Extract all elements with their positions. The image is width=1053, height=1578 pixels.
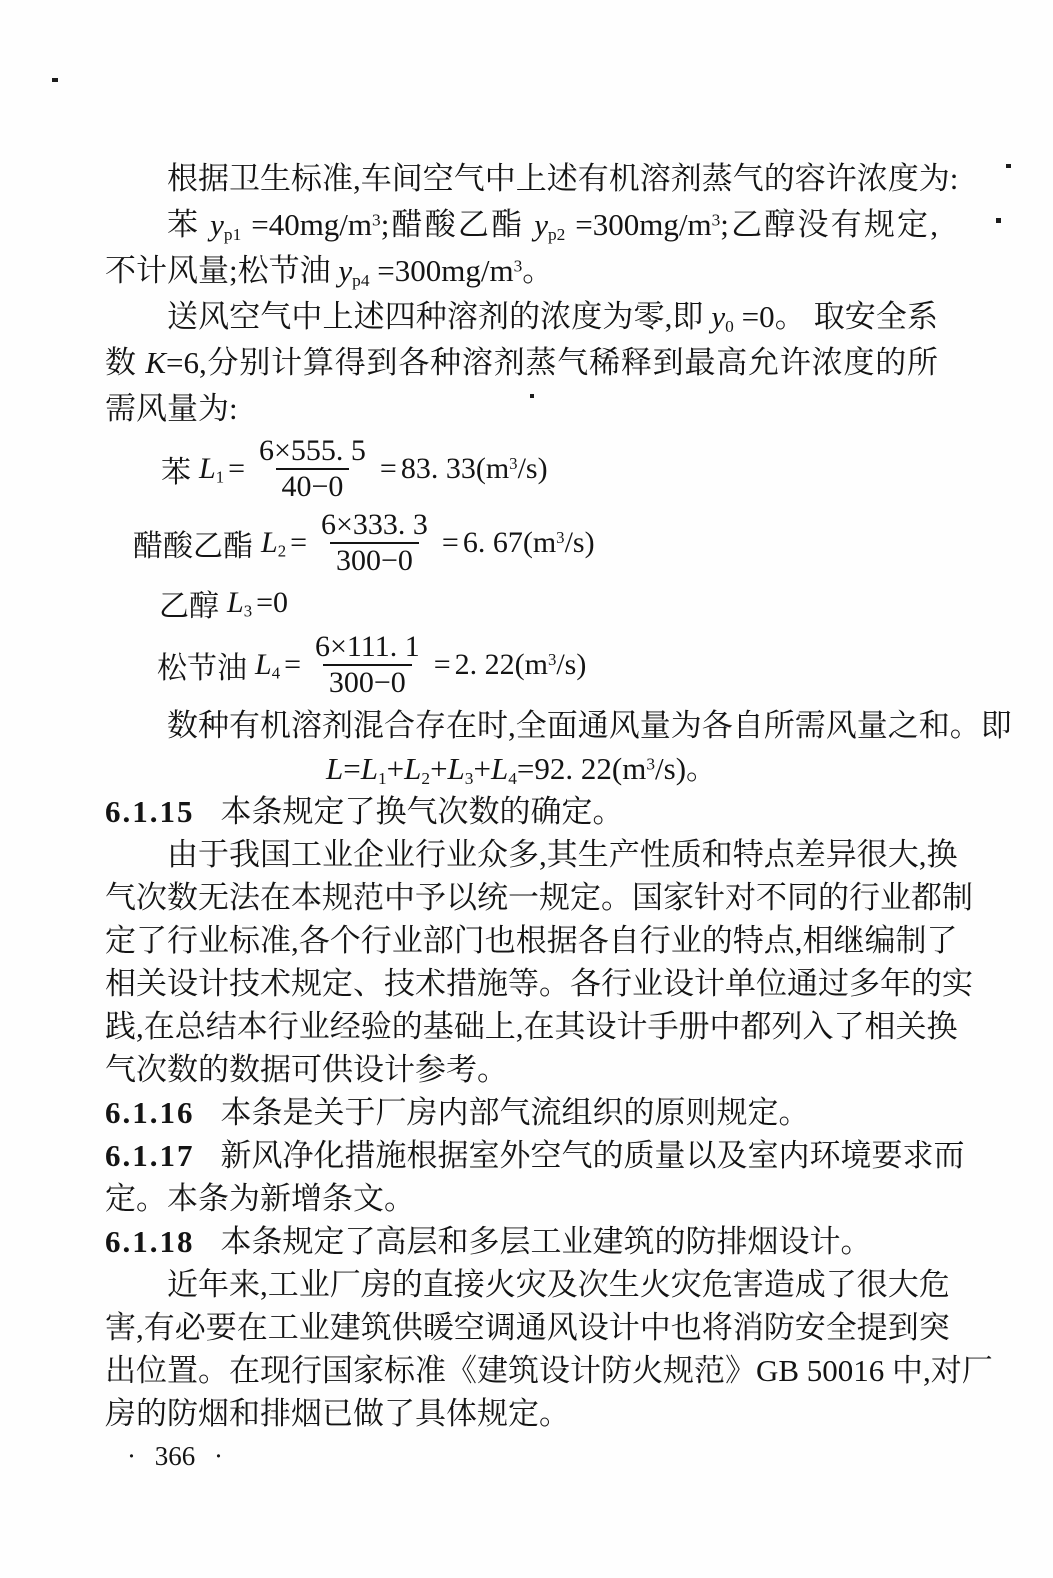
paragraph-line-solvent-limits — [105, 202, 938, 248]
paragraph-line: 相关设计技术规定、技术措施等。各行业设计单位通过多年的实 — [105, 966, 973, 1001]
superscript: 3 — [547, 649, 557, 669]
paragraph-line: 定。本条为新增条文。 — [105, 1181, 415, 1216]
clause-number: 6.1.18 — [105, 1224, 195, 1259]
scan-speck — [1006, 164, 1011, 168]
paragraph-line: 近年来,工业厂房的直接火灾及次生火灾危害造成了很大危 — [167, 1267, 950, 1302]
equals-result: =92. 22(m — [516, 751, 647, 786]
plus-sign: + — [386, 751, 405, 786]
subscript: p2 — [547, 224, 566, 244]
variable-L: L — [447, 751, 465, 786]
variable-L: L — [255, 648, 272, 681]
subscript: 1 — [377, 768, 387, 788]
formula-variable — [227, 586, 252, 620]
text-run: =40mg/m — [241, 207, 373, 242]
formula-label: 苯 — [161, 456, 191, 489]
formula-turpentine — [157, 626, 938, 704]
formula-benzene — [161, 432, 938, 506]
paragraph-line: 气次数的数据可供设计参考。 — [105, 1052, 508, 1087]
variable-L: L — [227, 586, 244, 619]
superscript: 3 — [509, 453, 518, 473]
variable-y: y — [534, 207, 548, 242]
fraction — [253, 434, 372, 504]
equals-sign: = — [284, 648, 301, 681]
formula-ethyl-acetate — [133, 506, 938, 580]
plus-sign: + — [430, 751, 448, 786]
paragraph-line: 根据卫生标准,车间空气中上述有机溶剂蒸气的容许浓度为: — [167, 161, 959, 196]
text-run: 。 — [522, 253, 554, 288]
numerator: 6×111. 1 — [315, 630, 420, 663]
subscript: 1 — [215, 467, 225, 487]
variable-L: L — [325, 751, 344, 786]
variable-K: K — [145, 345, 167, 380]
superscript: 3 — [646, 754, 656, 774]
variable-L: L — [199, 452, 216, 485]
formula-result — [401, 452, 548, 486]
clause-text: 本条规定了换气次数的确定。 — [220, 794, 624, 829]
paragraph-line: 定了行业标准,各个行业部门也根据各自行业的特点,相继编制了 — [105, 923, 958, 958]
formula-total-airflow — [105, 747, 938, 790]
subscript: 4 — [271, 663, 281, 683]
variable-L: L — [490, 751, 509, 786]
clause-text: 本条规定了高层和多层工业建筑的防排烟设计。 — [220, 1224, 872, 1259]
clause-number: 6.1.17 — [105, 1138, 195, 1173]
text-run: 苯 — [167, 207, 211, 242]
paragraph-line: 出位置。在现行国家标准《建筑设计防火规范》GB 50016 中,对厂 — [105, 1353, 993, 1388]
denominator: 40−0 — [276, 468, 350, 504]
formula-ethanol — [159, 580, 938, 626]
equals-sign: =0 — [256, 586, 288, 619]
paragraph-line — [105, 294, 938, 340]
formula-label: 乙醇 — [159, 590, 219, 623]
text-run: 送风空气中上述四种溶剂的浓度为零,即 — [167, 299, 712, 334]
fraction — [315, 508, 434, 578]
text-run: =0。 取安全系 — [733, 299, 939, 334]
text-run: =300mg/m — [369, 253, 514, 288]
subscript: 4 — [508, 768, 517, 788]
equals-sign: = — [441, 526, 459, 559]
formula-label: 醋酸乙酯 — [133, 530, 253, 563]
denominator: 300−0 — [330, 542, 419, 578]
clause-text: 新风净化措施根据室外空气的质量以及室内环境要求而 — [220, 1138, 965, 1173]
text-run: 数 — [105, 345, 146, 380]
text-run: 6. 67(m — [462, 526, 557, 559]
paragraph-line: 害,有必要在工业建筑供暖空调通风设计中也将消防安全提到突 — [105, 1310, 950, 1345]
clause-text: 本条是关于厂房内部气流组织的原则规定。 — [220, 1095, 810, 1130]
denominator: 300−0 — [323, 664, 412, 700]
variable-L: L — [404, 751, 422, 786]
numerator: 6×333. 3 — [321, 508, 428, 541]
text-run: 2. 22(m — [454, 648, 548, 681]
scan-speck — [996, 218, 1001, 223]
paragraph-line — [105, 340, 938, 386]
text-run: =6,分别计算得到各种溶剂蒸气稀释到最高允许浓度的所 — [166, 345, 939, 380]
fraction — [309, 630, 426, 700]
equals-sign: = — [379, 452, 397, 485]
subscript: p1 — [223, 224, 242, 244]
variable-L: L — [261, 526, 278, 559]
text-run: =300mg/m — [565, 207, 712, 242]
plus-sign: + — [473, 751, 491, 786]
variable-y: y — [338, 253, 353, 288]
equals-sign: = — [343, 751, 361, 786]
subscript: 3 — [243, 601, 253, 621]
subscript: 2 — [277, 541, 287, 561]
variable-y: y — [210, 207, 224, 242]
numerator: 6×555. 5 — [259, 434, 366, 467]
formula-label: 松节油 — [157, 652, 247, 685]
equals-sign: = — [228, 452, 245, 485]
text-run: ;乙醇没有规定, — [720, 207, 938, 242]
subscript: p4 — [352, 270, 370, 290]
paragraph-line: 房的防烟和排烟已做了具体规定。 — [105, 1396, 570, 1431]
clause-number: 6.1.15 — [105, 794, 195, 829]
subscript: 0 — [725, 316, 734, 336]
superscript: 3 — [513, 256, 523, 276]
variable-y: y — [711, 299, 726, 334]
subscript: 3 — [464, 768, 474, 788]
scan-speck — [52, 78, 58, 82]
equals-sign: = — [433, 648, 451, 681]
text-run: /s) — [564, 526, 595, 559]
text-run: 不计风量;松节油 — [105, 253, 339, 288]
paragraph-line: 由于我国工业企业行业众多,其生产性质和特点差异很大,换 — [167, 837, 958, 872]
formula-variable — [199, 452, 224, 486]
paragraph-line: 数种有机溶剂混合存在时,全面通风量为各自所需风量之和。即 — [167, 708, 1012, 743]
text-run: /s) — [517, 452, 548, 485]
variable-L: L — [360, 751, 378, 786]
formula-variable — [261, 526, 286, 560]
subscript: 2 — [421, 768, 431, 788]
equals-sign: = — [290, 526, 307, 559]
superscript: 3 — [372, 210, 381, 230]
clause-heading-6-1-18 — [105, 1220, 938, 1263]
page-number: · 366 · — [127, 1441, 223, 1471]
text-run: /s) — [556, 648, 587, 681]
formula-result — [463, 526, 595, 560]
text-run: 83. 33(m — [400, 452, 510, 485]
paragraph-line: 践,在总结本行业经验的基础上,在其设计手册中都列入了相关换 — [105, 1009, 958, 1044]
clause-heading-6-1-15 — [105, 790, 938, 833]
paragraph-line: 气次数无法在本规范中予以统一规定。国家针对不同的行业都制 — [105, 880, 973, 915]
text-run: /s)。 — [655, 751, 718, 786]
formula-variable — [255, 648, 280, 682]
clause-number: 6.1.16 — [105, 1095, 195, 1130]
clause-heading-6-1-17 — [105, 1134, 965, 1177]
formula-result — [455, 648, 587, 682]
superscript: 3 — [711, 210, 721, 230]
page-body — [105, 156, 1012, 1478]
clause-heading-6-1-16 — [105, 1091, 938, 1134]
paragraph-line — [105, 248, 938, 294]
paragraph-line: 需风量为: — [105, 391, 238, 426]
superscript: 3 — [556, 527, 565, 547]
text-run: ;醋酸乙酯 — [380, 207, 535, 242]
